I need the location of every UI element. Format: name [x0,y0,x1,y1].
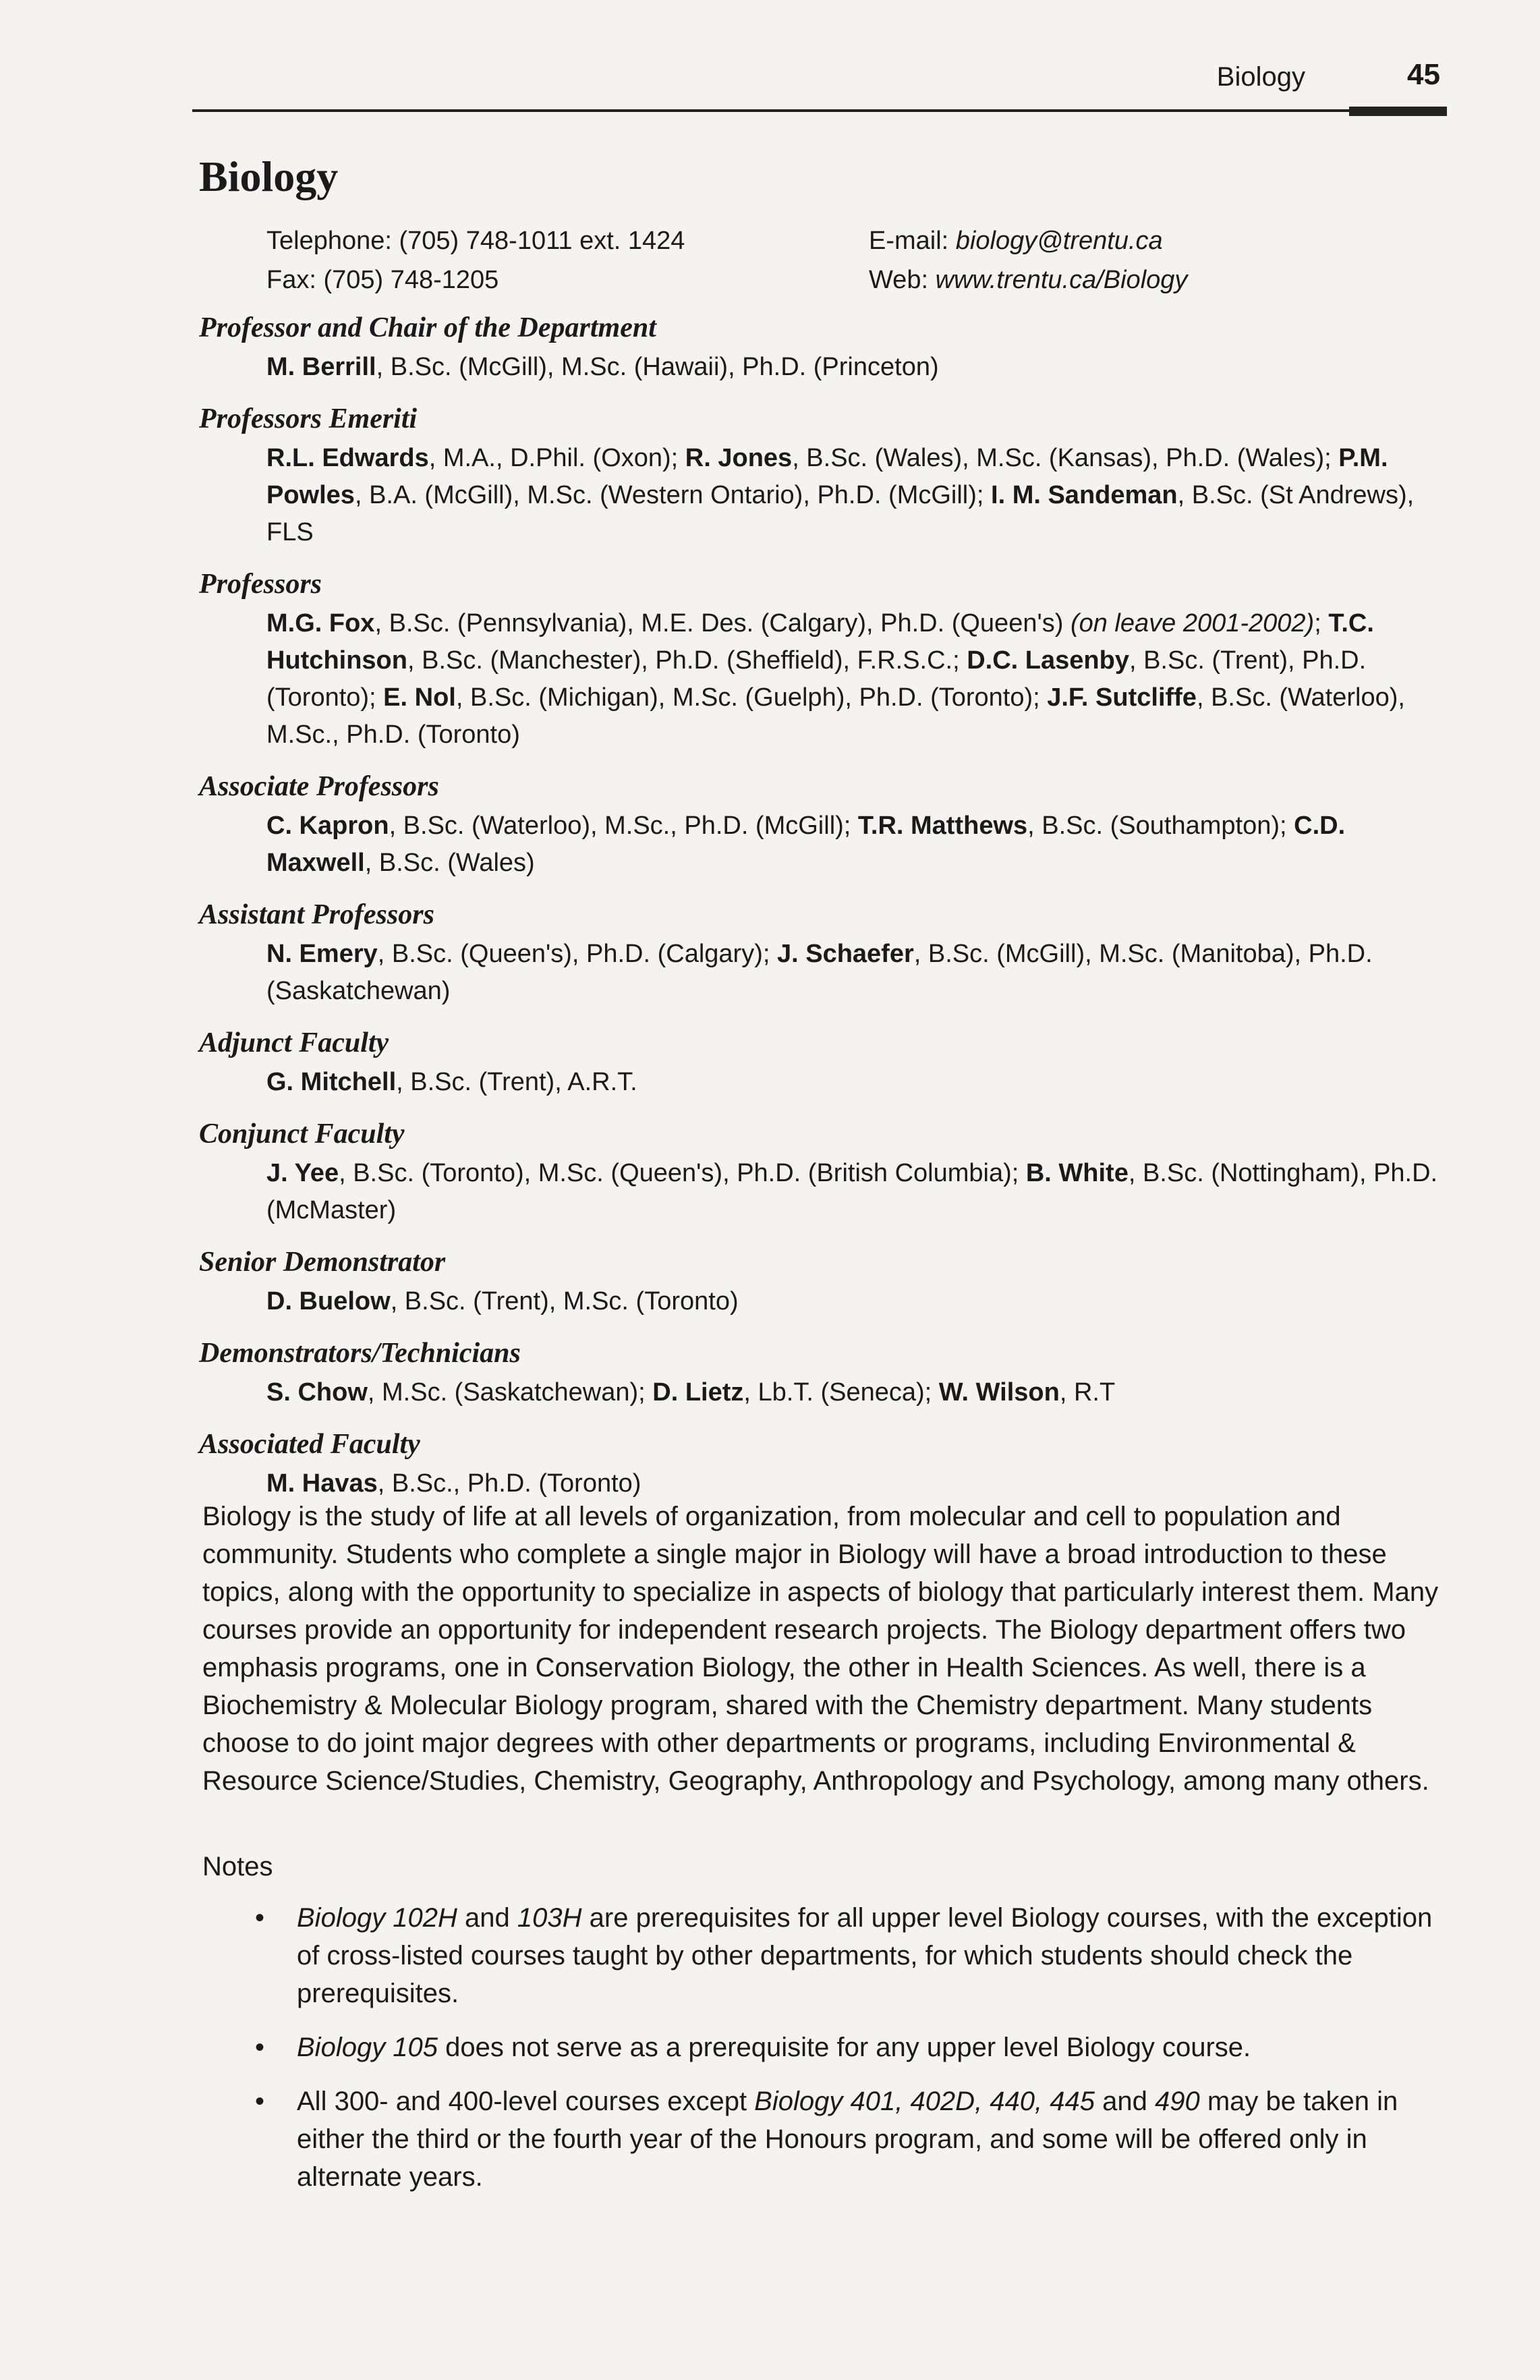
group-body [266,936,1440,1010]
member-degrees: , R.T [1059,1378,1116,1407]
member-degrees: , B.Sc. (Michigan), M.Sc. (Guelph), Ph.D. (Toronto); [455,683,1048,712]
faculty-group [199,1241,1440,1320]
group-body [266,349,1440,386]
faculty-member [939,1378,1115,1407]
member-name: T.R. Matthews [857,812,1028,840]
web-label: Web: [869,266,936,294]
bullet-icon: • [255,2033,265,2062]
member-degrees: , M.A., D.Phil. (Oxon); [428,444,685,472]
email-link[interactable]: biology@trentu.ca [955,227,1163,255]
note-text: and [457,1903,517,1933]
running-header-section: Biology [1216,62,1305,92]
bullet-icon: • [255,2087,265,2116]
member-name: P.M. Powles [266,444,1388,509]
group-body [266,808,1440,882]
member-degrees: , B.Sc. (Trent), Ph.D. (Toronto); [266,646,1367,712]
course-reference: Biology 102H [297,1903,457,1933]
faculty-member [266,1287,739,1315]
faculty-member [266,940,777,968]
member-name: I. M. Sandeman [991,481,1178,509]
course-reference: Biology 401, 402D, 440, 445 [754,2087,1095,2116]
faculty-list [199,307,1440,1514]
faculty-member [383,683,1047,712]
faculty-member [266,1469,641,1498]
member-name: R.L. Edwards [266,444,429,472]
page-number: 45 [1407,58,1440,91]
email-label: E-mail: [869,227,956,255]
faculty-member [266,444,685,472]
member-name: R. Jones [685,444,793,472]
course-reference: 103H [517,1903,582,1933]
note-item [243,2082,1444,2196]
note-text: does not serve as a prerequisite for any upper level Biology course. [438,2033,1251,2062]
faculty-group [199,1332,1440,1411]
note-text: and [1095,2087,1155,2116]
note-text: are prerequisites for all upper level Biology courses, with the exception of cross-listed courses taught by other departments, for which students should check the prerequisites. [297,1903,1433,2008]
faculty-group [199,307,1440,386]
member-name: C.D. Maxwell [266,812,1346,877]
faculty-group [199,398,1440,551]
group-body [266,440,1440,551]
member-name: T.C. Hutchinson [266,609,1374,675]
faculty-group [199,766,1440,882]
bullet-icon: • [255,1903,265,1933]
telephone: Telephone: (705) 748-1011 ext. 1424 [266,227,685,255]
faculty-group [199,563,1440,754]
group-heading: Senior Demonstrator [199,1247,446,1278]
group-body [266,1283,1440,1320]
member-note: (on leave 2001-2002) [1070,609,1315,638]
group-body [266,1465,1440,1502]
course-reference: Biology 105 [297,2033,438,2062]
web-line [869,260,1187,300]
member-name: J. Yee [266,1159,339,1187]
member-degrees: , B.Sc. (Toronto), M.Sc. (Queen's), Ph.D. (British Columbia); [339,1159,1026,1187]
member-name: D. Lietz [652,1378,744,1407]
member-name: D. Buelow [266,1287,391,1315]
web-link[interactable]: www.trentu.ca/Biology [935,266,1188,294]
group-heading: Professors [199,569,322,600]
group-heading: Demonstrators/Technicians [199,1338,521,1369]
group-body [266,605,1440,754]
running-header [192,54,1447,108]
member-name: N. Emery [266,940,378,968]
notes-list [243,1899,1444,2212]
group-heading: Professor and Chair of the Department [199,312,656,343]
member-degrees: , B.Sc., Ph.D. (Toronto) [377,1469,641,1498]
faculty-member [266,1068,637,1096]
group-heading: Adjunct Faculty [199,1027,389,1058]
faculty-member [858,812,1294,840]
member-degrees: , B.Sc. (Wales), M.Sc. (Kansas), Ph.D. (Wales); [792,444,1339,472]
note-text: All 300- and 400-level courses except [297,2087,755,2116]
faculty-member [685,444,1339,472]
faculty-group [199,1022,1440,1101]
member-name: E. Nol [383,683,456,712]
page-title: Biology [199,152,339,200]
faculty-member [266,353,939,381]
note-item [243,2029,1444,2066]
group-body [266,1064,1440,1101]
intro-paragraph: Biology is the study of life at all levels of organization, from molecular and cell to population and community. Students who complete a single major in Biology will have a broad introduction to these topics, along with the opportunity to specialize in aspects of biology that particularly interest them. Many courses provide an opportunity for independent research projects. The Biology department offers two emphasis programs, one in Conservation Biology, the other in Health Sciences. As well, there is a Biochemistry & Molecular Biology program, shared with the Chemistry department. Many students choose to do joint major degrees with other departments or programs, including Environmental & Resource Science/Studies, Chemistry, Geography, Anthropology and Psychology, among many others. [202,1502,1439,1796]
member-degrees: , B.Sc. (Waterloo), M.Sc., Ph.D. (McGill); [389,812,858,840]
member-degrees: , B.Sc. (Nottingham), Ph.D. (McMaster) [266,1159,1438,1224]
group-heading: Professors Emeriti [199,403,418,434]
member-name: D.C. Lasenby [967,646,1129,675]
notes-heading: Notes [202,1852,273,1881]
member-separator: ; [1314,609,1329,638]
member-degrees: , Lb.T. (Seneca); [743,1378,939,1407]
faculty-group [199,1423,1440,1502]
faculty-member [266,1378,652,1407]
member-name: G. Mitchell [266,1068,397,1096]
member-degrees: , B.Sc. (McGill), M.Sc. (Manitoba), Ph.D. (Saskatchewan) [266,940,1373,1005]
email-line [869,221,1163,260]
note-text: may be taken in either the third or the fourth year of the Honours program, and some will be offered only in alternate years. [297,2087,1398,2192]
group-heading: Conjunct Faculty [199,1118,405,1150]
faculty-member [266,1159,1026,1187]
contact-block [266,221,1413,300]
member-degrees: , B.Sc. (Manchester), Ph.D. (Sheffield), F.R.S.C.; [407,646,967,675]
member-name: J.F. Sutcliffe [1047,683,1197,712]
group-heading: Associate Professors [199,771,439,802]
member-degrees: , B.Sc. (Trent), A.R.T. [396,1068,637,1096]
member-degrees: , B.Sc. (Wales) [364,849,535,877]
member-name: M.G. Fox [266,609,375,638]
group-heading: Assistant Professors [199,899,434,930]
member-degrees: , M.Sc. (Saskatchewan); [367,1378,653,1407]
member-degrees: , B.Sc. (Pennsylvania), M.E. Des. (Calgary), Ph.D. (Queen's) [374,609,1071,638]
member-name: M. Havas [266,1469,378,1498]
group-body [266,1374,1440,1411]
member-degrees: , B.Sc. (Trent), M.Sc. (Toronto) [390,1287,739,1315]
faculty-member [266,609,1328,638]
faculty-group [199,1113,1440,1229]
member-degrees: , B.Sc. (Waterloo), M.Sc., Ph.D. (Toronto) [266,683,1405,749]
member-name: C. Kapron [266,812,389,840]
member-degrees: , B.Sc. (Southampton); [1027,812,1294,840]
faculty-member [266,812,858,840]
course-reference: 490 [1154,2087,1200,2116]
note-item [243,1899,1444,2012]
group-body [266,1155,1440,1229]
header-rule-tab [1349,107,1447,116]
faculty-member [652,1378,939,1407]
member-name: S. Chow [266,1378,368,1407]
member-name: J. Schaefer [776,940,914,968]
header-rule [192,109,1447,112]
faculty-group [199,894,1440,1010]
member-degrees: , B.A. (McGill), M.Sc. (Western Ontario), Ph.D. (McGill); [354,481,992,509]
member-name: B. White [1025,1159,1129,1187]
member-name: W. Wilson [938,1378,1060,1407]
member-name: M. Berrill [266,353,376,381]
member-degrees: , B.Sc. (Queen's), Ph.D. (Calgary); [377,940,777,968]
fax: Fax: (705) 748-1205 [266,266,499,294]
group-heading: Associated Faculty [199,1429,420,1460]
member-degrees: , B.Sc. (McGill), M.Sc. (Hawaii), Ph.D. (Princeton) [376,353,939,381]
member-degrees: , B.Sc. (St Andrews), FLS [266,481,1415,546]
